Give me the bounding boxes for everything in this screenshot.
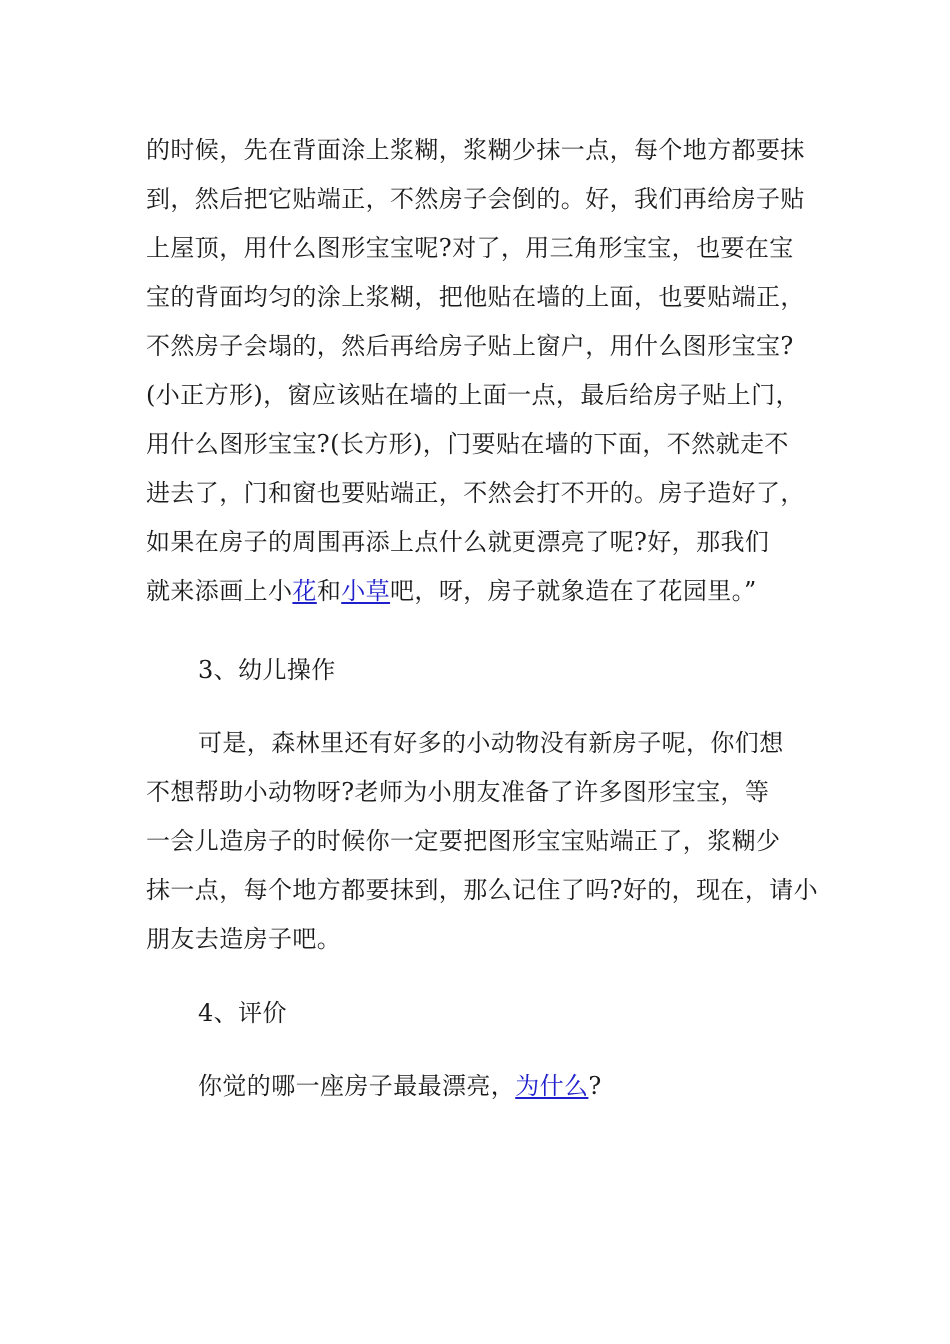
text-segment: 就来添画上小 <box>146 577 293 605</box>
paragraph-line: 不然房子会塌的，然后再给房子贴上窗户，用什么图形宝宝? <box>146 332 794 360</box>
paragraph-line: 一会儿造房子的时候你一定要把图形宝宝贴端正了，浆糊少 <box>146 827 781 855</box>
section-heading-text: 3、幼儿操作 <box>198 656 336 684</box>
link-flower[interactable]: 花 <box>292 577 317 605</box>
paragraph-operation <box>146 719 819 964</box>
section-heading-4 <box>146 989 808 1038</box>
paragraph-line: 宝的背面均匀的涂上浆糊，把他贴在墙的上面，也要贴端正， <box>146 283 805 311</box>
paragraph-last-line <box>146 567 808 616</box>
paragraph-line: 朋友去造房子吧。 <box>146 925 342 953</box>
paragraph-evaluation <box>146 1062 808 1111</box>
text-segment: 和 <box>316 577 342 605</box>
paragraph-line: 如果在房子的周围再添上点什么就更漂亮了呢?好，那我们 <box>146 528 770 556</box>
link-grass[interactable]: 小草 <box>341 577 391 605</box>
paragraph-line: 不想帮助小动物呀?老师为小朋友准备了许多图形宝宝，等 <box>146 778 770 806</box>
paragraph-line: (小正方形)，窗应该贴在墙的上面一点，最后给房子贴上门， <box>146 381 800 409</box>
paragraph-line: 到，然后把它贴端正，不然房子会倒的。好，我们再给房子贴 <box>146 185 805 213</box>
link-why[interactable]: 为什么 <box>515 1072 589 1100</box>
text-segment: ? <box>588 1072 602 1100</box>
paragraph-line: 抹一点，每个地方都要抹到，那么记住了吗?好的，现在，请小 <box>146 876 819 904</box>
question-line <box>146 1062 808 1111</box>
paragraph-line: 进去了，门和窗也要贴端正，不然会打不开的。房子造好了， <box>146 479 805 507</box>
paragraph-instructions <box>146 126 808 616</box>
paragraph-line: 上屋顶，用什么图形宝宝呢?对了，用三角形宝宝，也要在宝 <box>146 234 794 262</box>
paragraph-line: 的时候，先在背面涂上浆糊，浆糊少抹一点，每个地方都要抹 <box>146 136 805 164</box>
text-segment: 你觉的哪一座房子最最漂亮， <box>198 1072 516 1100</box>
text-segment: 吧，呀，房子就象造在了花园里。” <box>390 577 757 605</box>
section-heading-3 <box>146 646 808 695</box>
paragraph-line: 可是，森林里还有好多的小动物没有新房子呢，你们想 <box>198 729 784 757</box>
paragraph-line: 用什么图形宝宝?(长方形)，门要贴在墙的下面，不然就走不 <box>146 430 789 458</box>
section-heading-text: 4、评价 <box>198 999 287 1027</box>
